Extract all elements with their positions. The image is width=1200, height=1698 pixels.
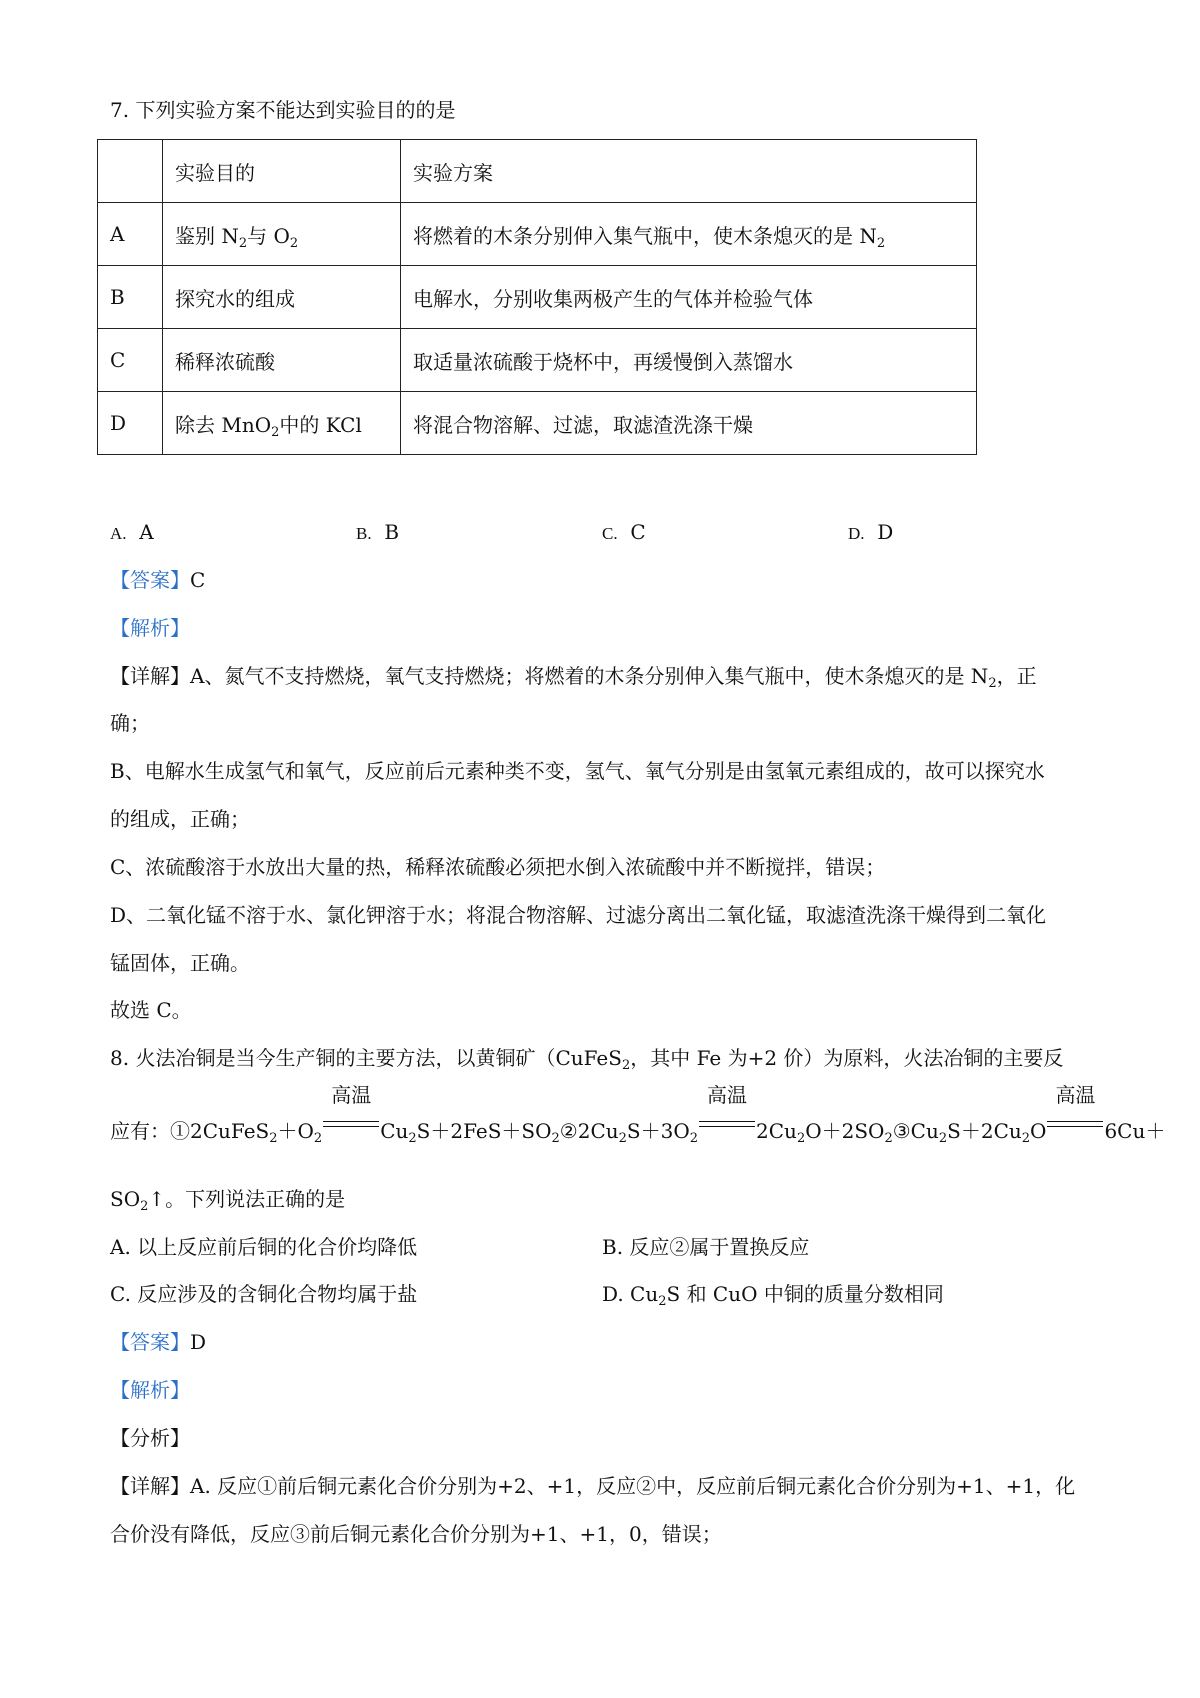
q8-fenxi-tag: 【分析】 xyxy=(110,1426,190,1450)
q8-option-d: D. $Cu_2S$ 和 CuO 中铜的质量分数相同 xyxy=(602,1282,944,1309)
row-purpose: 除去 MnO$_2$中的 KCl xyxy=(163,392,401,455)
option-d: D. D xyxy=(848,520,894,544)
q7-detail-a-line2: 确； xyxy=(110,711,150,735)
table-row xyxy=(98,392,977,455)
row-purpose: 鉴别 $N_2$与 $O_2$ xyxy=(163,203,401,266)
table-row xyxy=(98,266,977,329)
table-header-blank xyxy=(98,140,163,203)
row-plan: 取适量浓硫酸于烧杯中，再缓慢倒入蒸馏水 xyxy=(401,329,977,392)
table-row xyxy=(98,203,977,266)
q7-stem: 7. 下列实验方案不能达到实验目的的是 xyxy=(110,98,456,122)
row-purpose: 稀释浓硫酸 xyxy=(163,329,401,392)
q7-detail-b-line1: B、电解水生成氢气和氧气，反应前后元素种类不变，氢气、氧气分别是由氢氧元素组成的，故可以探究水 xyxy=(110,759,1045,783)
table-header-plan: 实验方案 xyxy=(401,140,977,203)
q8-answer: 【答案】D xyxy=(110,1330,207,1354)
q8-option-a: A. 以上反应前后铜的化合价均降低 xyxy=(110,1235,418,1259)
q7-detail-d-line1: D、二氧化锰不溶于水、氯化钾溶于水；将混合物溶解、过滤分离出二氧化锰，取滤渣洗涤干燥得到二氧化 xyxy=(110,903,1047,927)
condition-high-temp: 高温 xyxy=(1047,1118,1103,1138)
option-c: C. C xyxy=(602,520,646,544)
row-plan: 将混合物溶解、过滤，取滤渣洗涤干燥 xyxy=(401,392,977,455)
row-key: B xyxy=(98,266,163,329)
q7-detail-c: C、浓硫酸溶于水放出大量的热，稀释浓硫酸必须把水倒入浓硫酸中并不断搅拌，错误； xyxy=(110,855,886,879)
row-key: C xyxy=(98,329,163,392)
option-b: B. B xyxy=(356,520,400,544)
row-plan: 电解水，分别收集两极产生的气体并检验气体 xyxy=(401,266,977,329)
q8-option-c: C. 反应涉及的含铜化合物均属于盐 xyxy=(110,1282,418,1306)
q8-stem-line1: 8. 火法冶铜是当今生产铜的主要方法，以黄铜矿（CuFeS$_2$，其中 Fe 为+2 价）为原料，火法冶铜的主要反 xyxy=(110,1046,1064,1073)
q8-detail-line1: 【详解】A. 反应①前后铜元素化合价分别为+2、+1，反应②中，反应前后铜元素化合价分别为+1、+1，化 xyxy=(110,1474,1076,1498)
q7-detail-a-line1: 【详解】A、氮气不支持燃烧，氧气支持燃烧；将燃着的木条分别伸入集气瓶中，使木条熄灭的是 $N_2$，正 xyxy=(110,664,1037,691)
q8-analysis-tag: 【解析】 xyxy=(110,1378,190,1402)
q7-detail-b-line2: 的组成，正确； xyxy=(110,807,250,831)
q7-answer: 【答案】C xyxy=(110,568,206,592)
table-header-row xyxy=(98,140,977,203)
row-key: A xyxy=(98,203,163,266)
row-purpose: 探究水的组成 xyxy=(163,266,401,329)
q8-detail-line2: 合价没有降低，反应③前后铜元素化合价分别为+1、+1，0，错误； xyxy=(110,1522,722,1546)
table-header-purpose: 实验目的 xyxy=(163,140,401,203)
condition-high-temp: 高温 xyxy=(699,1118,755,1138)
q7-conclusion: 故选 C。 xyxy=(110,998,192,1022)
condition-high-temp: 高温 xyxy=(323,1118,379,1138)
q8-equations: 应有：$①2CuFeS_2+O_2$ 高温 $Cu_2S+2FeS+SO_2②2Cu_2S+3O_2$ 高温 $2Cu_2O+2SO_2③Cu_2S+2Cu_2O$ 高温 6Cu＋ xyxy=(110,1083,1166,1146)
q8-stem-line3: $SO_2↑$。下列说法正确的是 xyxy=(110,1187,346,1214)
row-key: D xyxy=(98,392,163,455)
table-row xyxy=(98,329,977,392)
option-a: A. A xyxy=(110,520,154,544)
experiment-table xyxy=(97,139,977,455)
q7-detail-d-line2: 锰固体，正确。 xyxy=(110,951,250,975)
q7-analysis-tag: 【解析】 xyxy=(110,616,190,640)
row-plan: 将燃着的木条分别伸入集气瓶中，使木条熄灭的是 $N_2$ xyxy=(401,203,977,266)
q8-option-b: B. 反应②属于置换反应 xyxy=(602,1235,810,1259)
